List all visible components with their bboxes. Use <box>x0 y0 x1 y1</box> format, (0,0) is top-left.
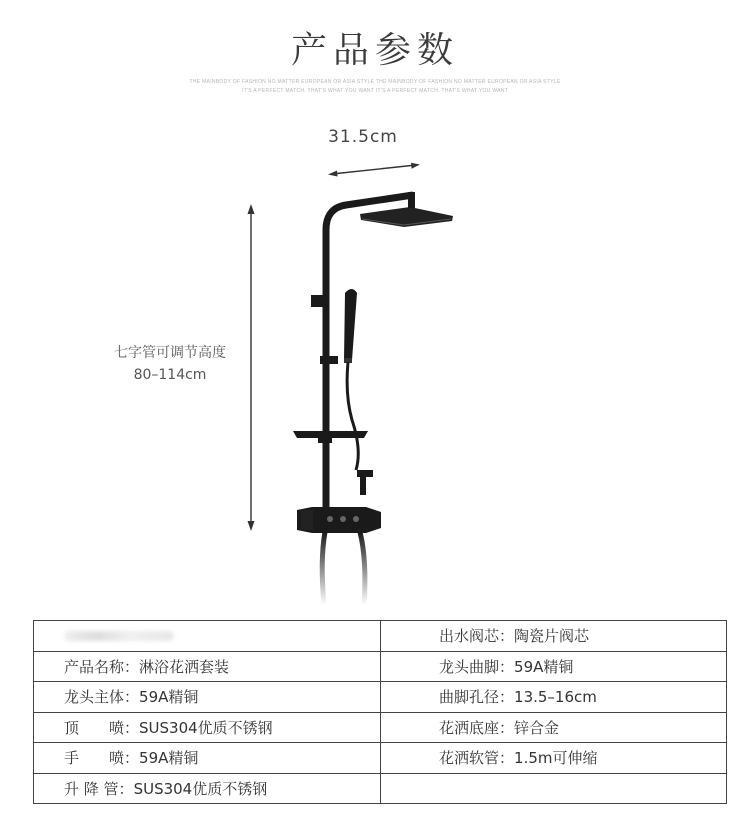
param-key: 产品名称 <box>64 657 125 676</box>
param-separator: ： <box>124 688 140 707</box>
width-arrow <box>328 163 420 177</box>
param-value: 1.5m可伸缩 <box>514 749 598 768</box>
param-key: 顶 喷 <box>64 718 125 737</box>
param-key: 龙头主体 <box>64 688 125 707</box>
param-key: 花洒软管 <box>439 749 500 768</box>
param-key: 花洒底座 <box>439 718 500 737</box>
param-separator: ： <box>124 718 140 737</box>
param-cell-right <box>381 743 727 774</box>
param-separator: ： <box>499 718 515 737</box>
param-value: 13.5–16cm <box>514 688 597 707</box>
height-caption: 七字管可调节高度 <box>114 345 226 361</box>
blurred-watermark <box>64 631 174 641</box>
param-value: SUS304优质不锈钢 <box>139 718 273 737</box>
param-value: 59A精铜 <box>139 749 199 768</box>
product-parameters-table <box>33 620 727 804</box>
param-separator: ： <box>499 627 515 646</box>
param-row <box>34 651 727 682</box>
param-separator: ： <box>499 688 515 707</box>
param-value: 59A精铜 <box>139 688 199 707</box>
height-arrow <box>248 204 255 531</box>
param-key: 升 降 管 <box>64 779 119 798</box>
param-row <box>34 621 727 652</box>
param-row <box>34 743 727 774</box>
param-cell-right <box>381 621 727 652</box>
param-cell-left <box>34 651 381 682</box>
param-row <box>34 682 727 713</box>
param-value: 陶瓷片阀芯 <box>514 627 590 646</box>
width-dimension-label: 31.5cm <box>328 127 398 147</box>
mixer-valve <box>297 507 381 533</box>
param-cell-right <box>381 651 727 682</box>
param-cell-left <box>34 773 381 804</box>
param-key: 出水阀芯 <box>439 627 500 646</box>
page-title: 产品参数 <box>290 30 459 71</box>
param-value: 锌合金 <box>514 718 560 737</box>
param-key: 龙头曲脚 <box>439 657 500 676</box>
param-separator: ： <box>118 779 134 798</box>
param-cell-left <box>34 743 381 774</box>
param-value: 淋浴花洒套装 <box>139 657 230 676</box>
bidet-spray <box>357 470 373 495</box>
inlet-pipes <box>322 532 365 605</box>
param-cell-left <box>34 621 381 652</box>
param-row <box>34 773 727 804</box>
param-cell-right <box>381 773 727 804</box>
subtitle-line-2: IT'S A PERFECT MATCH. THAT'S WHAT YOU WANT IT'S A PERFECT MATCH. THAT'S WHAT YOU WANT <box>241 88 509 94</box>
param-separator: ： <box>124 657 140 676</box>
param-separator: ： <box>499 749 515 768</box>
param-key: 手 喷 <box>64 749 125 768</box>
rain-shower-head <box>360 207 453 227</box>
param-cell-left <box>34 712 381 743</box>
param-row <box>34 712 727 743</box>
param-value: 59A精铜 <box>514 657 574 676</box>
param-separator: ： <box>499 657 515 676</box>
subtitle-line-1: THE MAINBODY OF FASHION NO MATTER EUROPEAN OR ASIA STYLE THE MAINBODY OF FASHION NO MATTER EUROPEAN OR ASIA STYLE <box>189 79 561 85</box>
param-cell-right <box>381 712 727 743</box>
param-cell-left <box>34 682 381 713</box>
param-cell-right <box>381 682 727 713</box>
param-separator: ： <box>124 749 140 768</box>
height-range: 80–114cm <box>133 367 207 383</box>
param-key: 曲脚孔径 <box>439 688 500 707</box>
param-value: SUS304优质不锈钢 <box>133 779 268 798</box>
